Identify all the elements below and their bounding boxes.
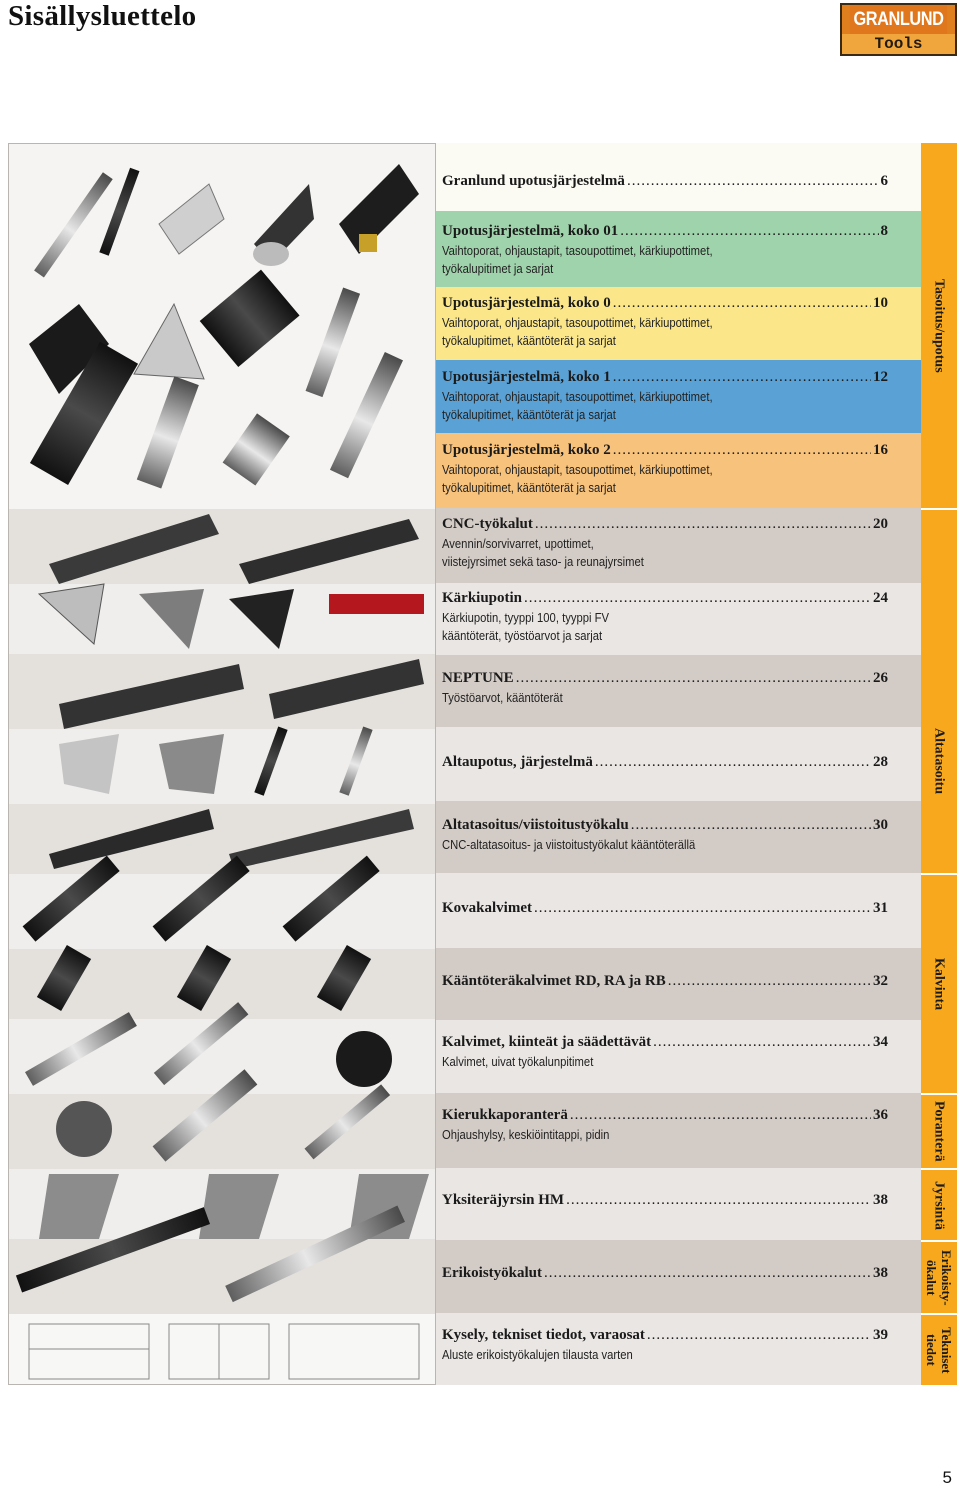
toc-entry-page: 28 <box>873 754 888 770</box>
tool-photos-column <box>8 143 436 1385</box>
granlund-logo <box>840 3 957 56</box>
toc-desc-line: työkalupitimet ja sarjat <box>442 262 554 276</box>
toc-entry-title: Kysely, tekniset tiedot, varaosat <box>442 1327 645 1343</box>
toc-leader-dots <box>627 173 879 190</box>
toc-entry-page: 31 <box>873 900 888 916</box>
toc-desc-line: Työstöarvot, kääntöterät <box>442 691 563 705</box>
logo-subtitle: Tools <box>842 34 955 54</box>
toc-desc-line: CNC-altatasoitus- ja viistoitustyökalut kääntöterällä <box>442 838 696 852</box>
toc-entry[interactable] <box>442 1192 888 1209</box>
toc-entry[interactable] <box>442 590 888 607</box>
toc-entry-title: Altaupotus, järjestelmä <box>442 754 593 770</box>
toc-entry-page: 6 <box>880 173 888 189</box>
toc-row <box>436 360 921 433</box>
toc-row <box>436 287 921 360</box>
toc-desc-line: Kärkiupotin, tyyppi 100, tyyppi FV <box>442 611 609 625</box>
toc-desc-line: Vaihtoporat, ohjaustapit, tasoupottimet, kärkiupottimet, <box>442 390 713 404</box>
toc-entry[interactable] <box>442 442 888 459</box>
toc-entry[interactable] <box>442 670 888 687</box>
toc-entry[interactable] <box>442 900 888 917</box>
side-tab-label: Tekniset tiedot <box>924 1326 954 1374</box>
toc-desc-line: Vaihtoporat, ohjaustapit, tasoupottimet, kärkiupottimet, <box>442 463 713 477</box>
toc-entry[interactable] <box>442 1034 888 1051</box>
toc-entry[interactable] <box>442 1107 888 1124</box>
toc-leader-dots <box>570 1107 871 1124</box>
side-tab-label: Kalvinta <box>931 957 947 1011</box>
toc-entry[interactable] <box>442 516 888 533</box>
toc-desc-line: työkalupitimet, kääntöterät ja sarjat <box>442 481 616 495</box>
toc-desc-line: Vaihtoporat, ohjaustapit, tasoupottimet, kärkiupottimet, <box>442 244 713 258</box>
toc-entry-title: CNC-työkalut <box>442 516 533 532</box>
toc-entry-page: 10 <box>873 295 888 311</box>
toc-entry[interactable] <box>442 754 888 771</box>
toc-leader-dots <box>524 590 871 607</box>
toc-row <box>436 948 921 1020</box>
side-tab-tasoitus[interactable] <box>921 143 957 508</box>
toc-leader-dots <box>653 1034 871 1051</box>
toc-entry-description <box>442 242 888 278</box>
toc-entry-page: 8 <box>880 223 888 239</box>
side-tab-label: Jyrsintä <box>931 1180 947 1230</box>
toc-leader-dots <box>613 295 871 312</box>
side-tab-label: Altatasoitu <box>931 728 947 795</box>
toc-entry-title: Kovakalvimet <box>442 900 532 916</box>
toc-desc-line: työkalupitimet, kääntöterät ja sarjat <box>442 408 616 422</box>
toc-row <box>436 1313 921 1385</box>
toc-entry-page: 20 <box>873 516 888 532</box>
toc-leader-dots <box>613 442 871 459</box>
toc-row <box>436 1168 921 1240</box>
toc-entry-description <box>442 314 888 350</box>
toc-entry-title: Upotusjärjestelmä, koko 1 <box>442 369 611 385</box>
toc-row <box>436 1020 921 1093</box>
side-tab-erikoistyokalut[interactable] <box>921 1240 957 1313</box>
side-tab-label: Erikoisty- ökalut <box>924 1249 954 1306</box>
toc-row <box>436 433 921 508</box>
toc-entry-title: Erikoistyökalut <box>442 1265 543 1281</box>
toc-entry-title: Kalvimet, kiinteät ja säädettävät <box>442 1034 652 1050</box>
toc-row <box>436 727 921 801</box>
toc-entry-title: Kääntöteräkalvimet RD, RA ja RB <box>442 973 666 989</box>
toc-entry-title: Kierukkaporanterä <box>442 1107 568 1123</box>
toc-entry-title: Altatasoitus/viistoitustyökalu <box>442 817 629 833</box>
toc-entry-description <box>442 535 888 571</box>
toc-entry-page: 34 <box>873 1034 888 1050</box>
page-title: Sisällysluettelo <box>8 0 197 32</box>
toc-desc-line: Avennin/sorvivarret, upottimet, <box>442 537 594 551</box>
toc-entry-page: 38 <box>873 1192 888 1208</box>
tool-photos-illustration <box>9 144 436 1385</box>
toc-desc-line: työkalupitimet, kääntöterät ja sarjat <box>442 334 616 348</box>
toc-row <box>436 801 921 873</box>
toc-row <box>436 873 921 948</box>
toc-entry[interactable] <box>442 173 888 190</box>
toc-entry-description <box>442 689 888 707</box>
side-tab-label: Poranterä <box>931 1101 947 1162</box>
toc-entry[interactable] <box>442 1265 888 1282</box>
toc-entry-title: Granlund upotusjärjestelmä <box>442 173 625 189</box>
toc-entry-title: Yksiteräjyrsin HM <box>442 1192 565 1208</box>
toc-desc-line: Ohjaushylsy, keskiöintitappi, pidin <box>442 1128 610 1142</box>
side-tab-poranter[interactable] <box>921 1093 957 1168</box>
toc-entry-title: NEPTUNE <box>442 670 514 686</box>
toc-entry-page: 32 <box>873 973 888 989</box>
toc-entry[interactable] <box>442 223 888 240</box>
toc-leader-dots <box>544 1265 871 1282</box>
toc-row <box>436 1093 921 1168</box>
side-tab-tekniset-tiedot[interactable] <box>921 1313 957 1385</box>
toc-leader-dots <box>516 670 871 687</box>
toc-entry-page: 39 <box>873 1327 888 1343</box>
toc-leader-dots <box>631 817 871 834</box>
toc-leader-dots <box>613 369 871 386</box>
toc-desc-line: kääntöterät, työstöarvot ja sarjat <box>442 629 603 643</box>
toc-desc-line: Aluste erikoistyökalujen tilausta varten <box>442 1348 633 1362</box>
toc-desc-line: Kalvimet, uivat työkalunpitimet <box>442 1055 594 1069</box>
toc-leader-dots <box>535 516 871 533</box>
toc-row <box>436 143 921 211</box>
toc-row <box>436 211 921 287</box>
toc-entry-page: 26 <box>873 670 888 686</box>
toc-entry-description <box>442 836 888 854</box>
toc-entry-description <box>442 1346 888 1364</box>
toc-entry-page: 36 <box>873 1107 888 1123</box>
toc-entry-page: 30 <box>873 817 888 833</box>
toc-entry-title: Upotusjärjestelmä, koko 0 <box>442 295 611 311</box>
toc-entry-description <box>442 461 888 497</box>
toc-entry-description <box>442 1126 888 1144</box>
toc-entry-page: 16 <box>873 442 888 458</box>
toc-entry-title: Upotusjärjestelmä, koko 2 <box>442 442 611 458</box>
toc-entry[interactable] <box>442 817 888 834</box>
toc-entry[interactable] <box>442 295 888 312</box>
toc-entry[interactable] <box>442 973 888 990</box>
side-tab-jyrsinta[interactable] <box>921 1168 957 1240</box>
page-number: 5 <box>942 1468 952 1487</box>
toc-leader-dots <box>566 1192 871 1209</box>
toc-row <box>436 508 921 583</box>
side-tab-altatasoitu[interactable] <box>921 508 957 873</box>
side-tab-kalvinta[interactable] <box>921 873 957 1093</box>
toc-leader-dots <box>620 223 878 240</box>
toc-leader-dots <box>668 973 871 990</box>
logo-wordmark: GRANLUND <box>850 5 947 34</box>
toc-entry-description <box>442 1053 888 1071</box>
toc-entry-description <box>442 388 888 424</box>
toc-desc-line: viistejyrsimet sekä taso- ja reunajyrsimet <box>442 555 644 569</box>
toc-entry-page: 24 <box>873 590 888 606</box>
toc-desc-line: Vaihtoporat, ohjaustapit, tasoupottimet, kärkiupottimet, <box>442 316 713 330</box>
toc-row <box>436 1240 921 1313</box>
table-of-contents <box>8 143 957 1385</box>
side-tab-label: Tasoitus/upotus <box>931 278 947 373</box>
toc-entry-description <box>442 609 888 645</box>
toc-entry-page: 12 <box>873 369 888 385</box>
toc-leader-dots <box>647 1327 871 1344</box>
toc-entry-title: Upotusjärjestelmä, koko 01 <box>442 223 619 239</box>
toc-row <box>436 583 921 655</box>
toc-leader-dots <box>595 754 871 771</box>
toc-entry[interactable] <box>442 369 888 386</box>
toc-entry-title: Kärkiupotin <box>442 590 523 606</box>
toc-entry-page: 38 <box>873 1265 888 1281</box>
toc-leader-dots <box>534 900 871 917</box>
toc-entry[interactable] <box>442 1327 888 1344</box>
toc-row <box>436 655 921 727</box>
